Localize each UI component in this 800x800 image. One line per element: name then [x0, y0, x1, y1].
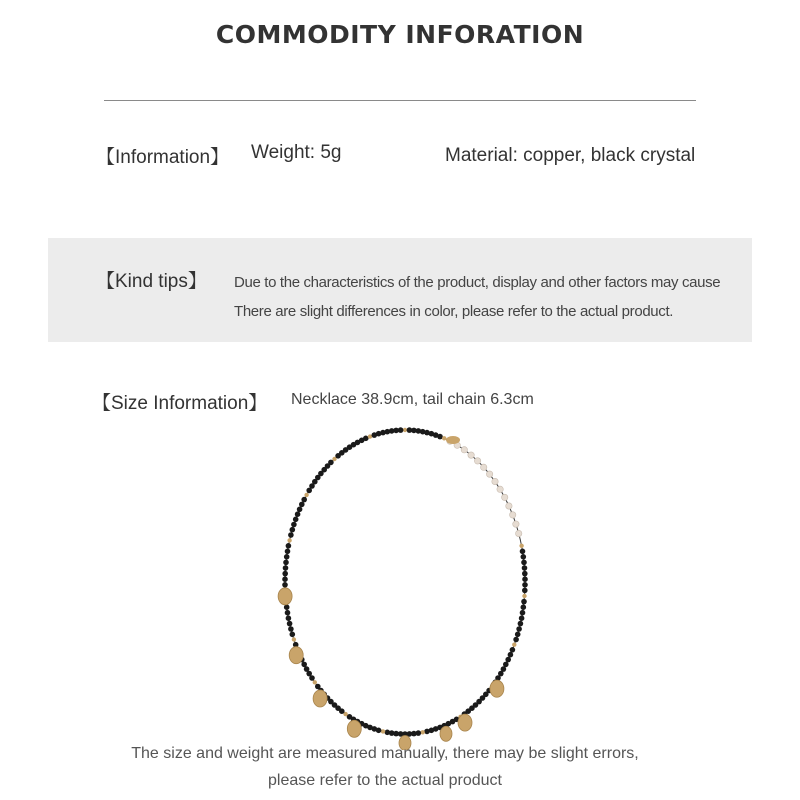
pearl-bead — [481, 464, 487, 470]
bead — [287, 621, 293, 627]
footnote-line-1: The size and weight are measured manually, there may be slight errors, — [131, 745, 639, 762]
page-title: COMMODITY INFORATION — [215, 20, 585, 49]
title-divider — [104, 100, 696, 101]
bead — [522, 576, 528, 582]
bead — [519, 544, 523, 548]
bead — [521, 554, 527, 560]
gold-charm — [278, 588, 292, 605]
pearl-bead — [506, 503, 512, 509]
gold-charm — [490, 680, 504, 697]
bead — [286, 543, 292, 549]
bead — [522, 565, 528, 571]
pearl-bead — [516, 530, 522, 536]
bead — [282, 582, 288, 588]
pearl-bead — [492, 478, 498, 484]
bead — [518, 621, 524, 627]
pearl-bead — [497, 486, 503, 492]
kind-tips-text — [234, 268, 720, 326]
bead — [512, 643, 516, 647]
bead — [505, 657, 511, 663]
bead — [522, 594, 526, 598]
gold-charm — [347, 720, 361, 737]
bead — [285, 549, 291, 555]
clasp — [446, 436, 460, 444]
pearl-bead — [461, 447, 467, 453]
information-label: 【Information】 — [96, 147, 230, 168]
bead — [301, 497, 307, 503]
bead — [363, 436, 369, 442]
necklace-icon — [255, 420, 555, 750]
gold-charm — [313, 690, 327, 707]
bead — [282, 571, 288, 577]
bead — [398, 427, 404, 433]
bead — [516, 626, 522, 632]
bead — [522, 582, 528, 588]
bead — [284, 554, 290, 560]
necklace-product-image — [255, 420, 555, 750]
bead — [290, 527, 296, 533]
bead — [288, 626, 294, 632]
material-value: Material: copper, black crystal — [445, 145, 696, 166]
bead — [521, 604, 527, 610]
bead — [521, 560, 527, 566]
kind-tips-label: 【Kind tips】 — [96, 271, 207, 292]
bead — [284, 604, 290, 610]
bead — [515, 632, 521, 638]
kind-tips-line-2: There are slight differences in color, please refer to the actual product. — [234, 303, 674, 320]
size-information-value: Necklace 38.9cm, tail chain 6.3cm — [291, 391, 534, 408]
pearl-bead — [510, 512, 516, 518]
pearl-bead — [502, 494, 508, 500]
pearl-bead — [474, 458, 480, 464]
bead — [508, 652, 514, 658]
bead — [287, 538, 291, 542]
pearl-bead — [513, 521, 519, 527]
bead — [292, 637, 296, 641]
bead — [313, 680, 317, 684]
bead — [403, 428, 407, 432]
bead — [385, 730, 391, 736]
bead — [521, 599, 527, 605]
bead — [282, 576, 288, 582]
bead — [283, 565, 289, 571]
bead — [301, 662, 307, 668]
pearl-bead — [486, 471, 492, 477]
bead — [293, 517, 299, 523]
bead — [304, 493, 308, 497]
pearl-bead — [468, 452, 474, 458]
bead — [522, 588, 528, 594]
bead — [522, 571, 528, 577]
bead — [424, 729, 430, 735]
footnote-line-2: please refer to the actual product — [268, 772, 502, 789]
measurement-footnote — [0, 740, 770, 794]
bead — [381, 729, 385, 733]
bead — [315, 684, 321, 690]
bead — [520, 549, 526, 555]
bead — [513, 637, 519, 643]
bead — [437, 434, 443, 440]
bead — [295, 511, 301, 517]
bead — [297, 507, 303, 513]
bead — [421, 730, 425, 734]
size-information-label: 【Size Information】 — [92, 393, 268, 414]
kind-tips-line-1: Due to the characteristics of the product, display and other factors may cause — [234, 274, 721, 291]
gold-charm — [289, 647, 303, 664]
bead — [520, 610, 526, 616]
bead — [283, 560, 289, 566]
bead — [299, 502, 305, 508]
gold-charm — [458, 714, 472, 731]
bead — [285, 610, 291, 616]
bead — [288, 532, 294, 538]
bead — [510, 647, 516, 653]
bead — [291, 522, 297, 528]
bead — [290, 632, 296, 638]
bead — [519, 615, 525, 621]
bead — [442, 436, 446, 440]
bead — [286, 615, 292, 621]
weight-value: Weight: 5g — [251, 142, 342, 163]
